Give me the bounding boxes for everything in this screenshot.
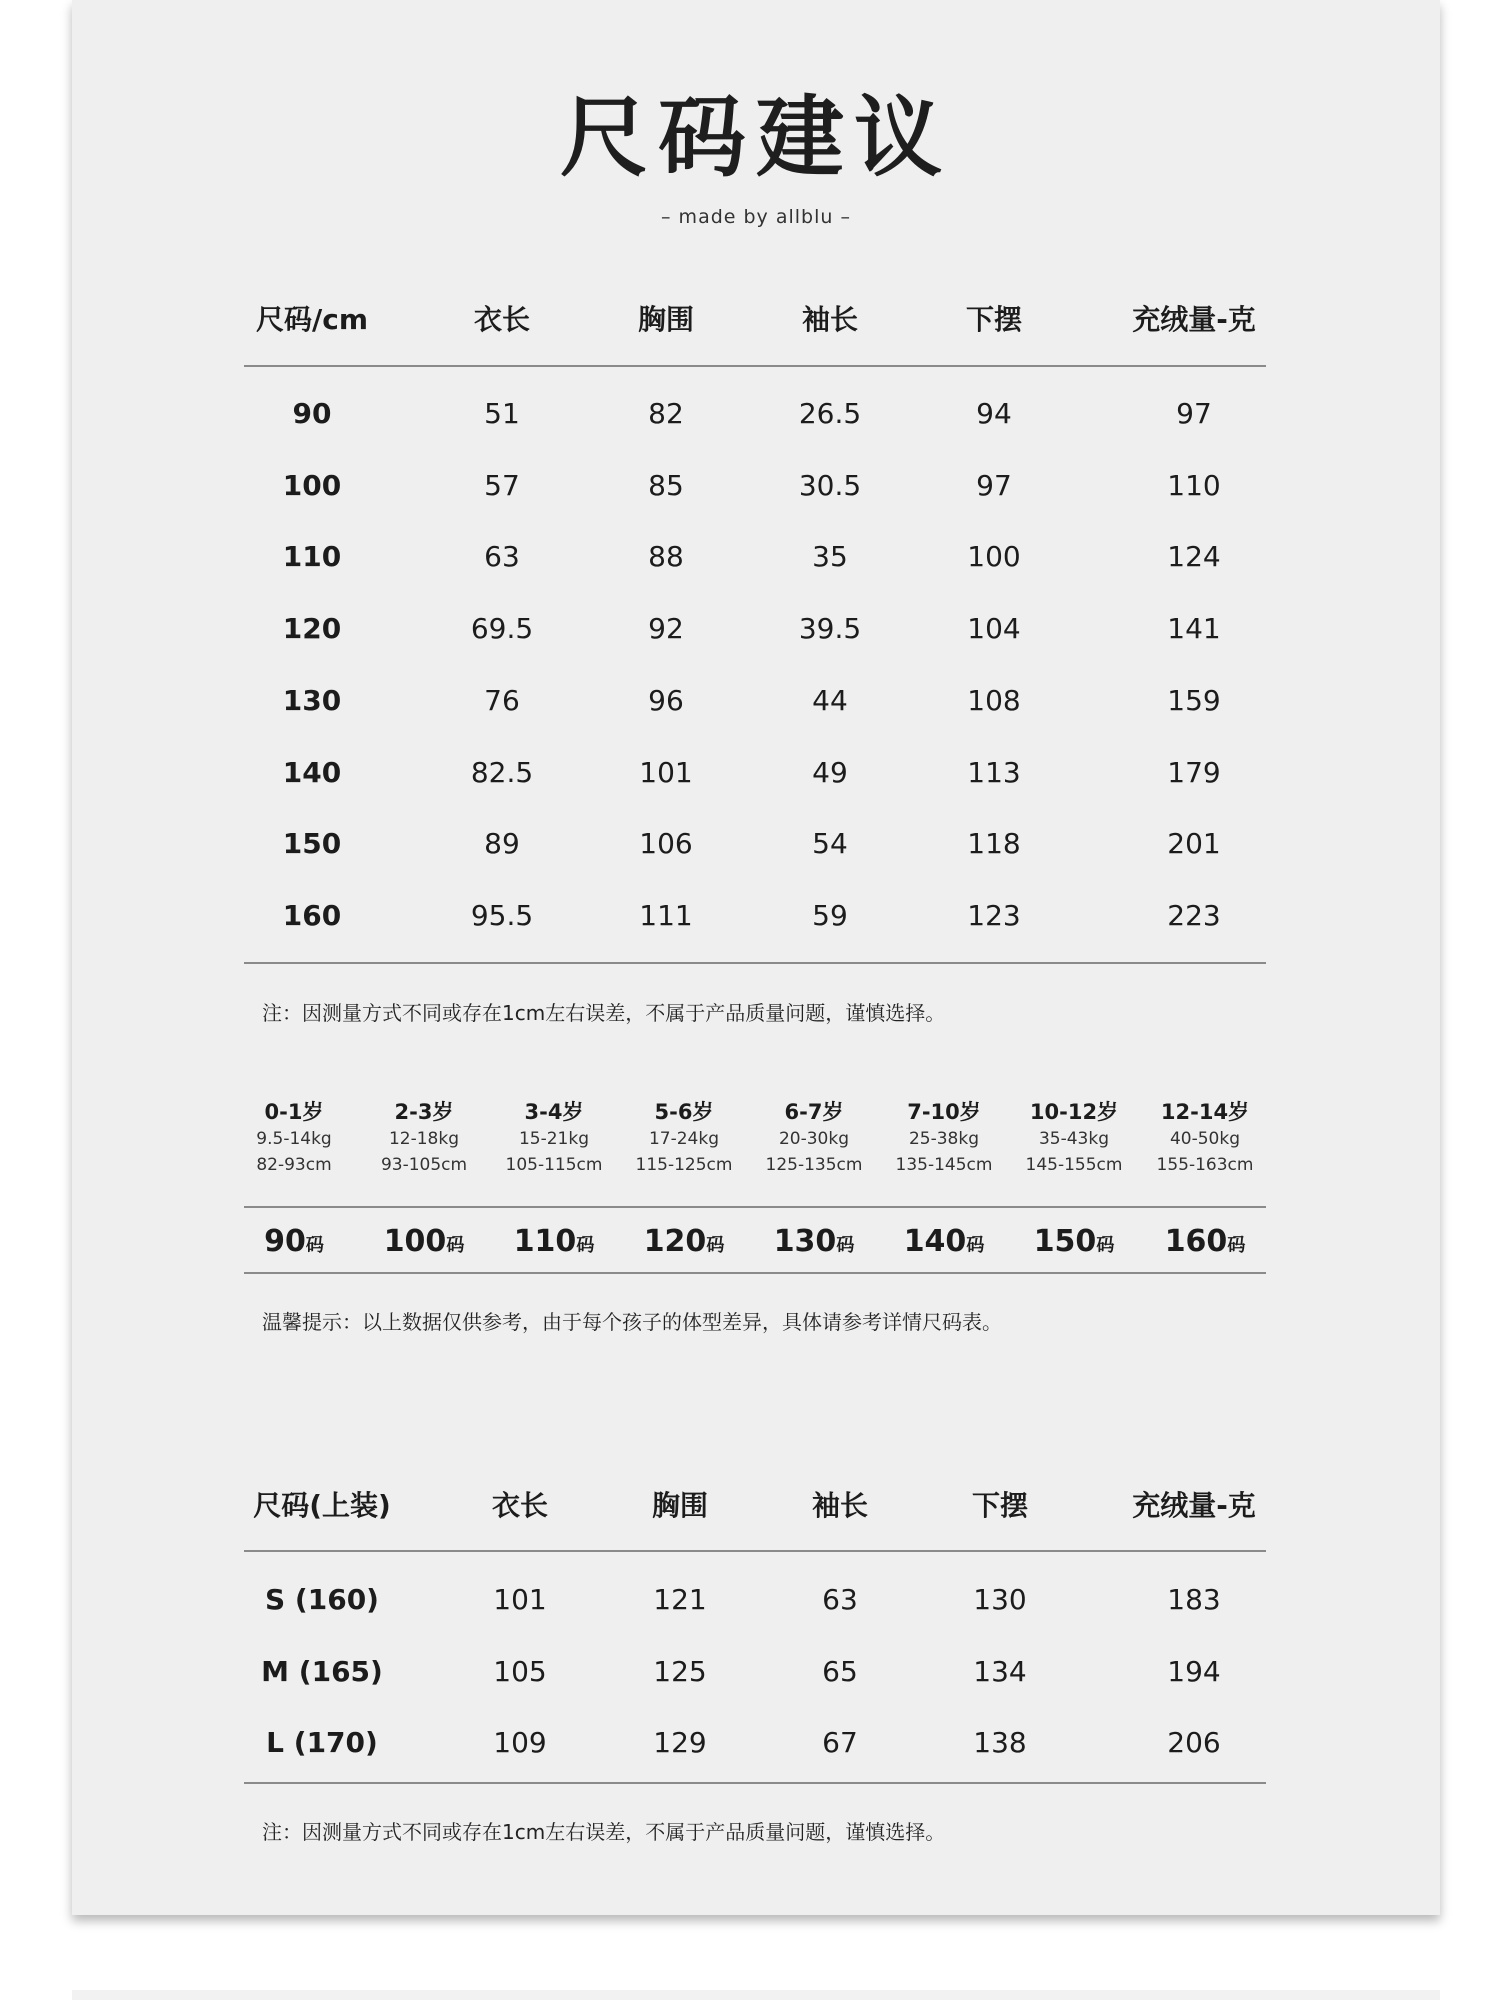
size-unit: 码 — [836, 1235, 855, 1256]
table2-note: 注：因测量方式不同或存在1cm左右误差，不属于产品质量问题，谨慎选择。 — [262, 1820, 946, 1844]
table-cell: 57 — [484, 468, 520, 502]
age-column — [749, 1098, 879, 1178]
size-unit: 码 — [305, 1235, 324, 1256]
table1-bottom-divider — [244, 962, 1266, 964]
table-cell: 120 — [282, 612, 342, 646]
table-cell: 95.5 — [470, 898, 534, 932]
age-column — [229, 1098, 359, 1178]
table-cell: 97 — [1176, 397, 1212, 430]
table-cell: 100 — [967, 540, 1021, 574]
size-unit: 码 — [1096, 1235, 1115, 1256]
size-number: 100 — [383, 1224, 447, 1259]
size-chart-card — [72, 0, 1440, 1915]
table-row — [72, 824, 1440, 864]
weight-range: 17-24kg — [648, 1129, 720, 1149]
table-cell: 194 — [1167, 1654, 1221, 1688]
age-label: 7-10岁 — [907, 1100, 981, 1124]
table1-header-sleeve: 袖长 — [801, 303, 859, 336]
age-guide-divider — [244, 1206, 1266, 1208]
size-unit: 码 — [446, 1235, 465, 1256]
height-range: 93-105cm — [380, 1155, 468, 1175]
age-column — [879, 1098, 1009, 1178]
size-number: 120 — [643, 1224, 707, 1259]
table-cell: 130 — [973, 1583, 1027, 1616]
table-cell: 101 — [639, 755, 693, 789]
table-cell: 160 — [282, 898, 342, 932]
table-cell: 101 — [493, 1583, 547, 1616]
table-cell: 130 — [282, 683, 342, 717]
table-cell: 118 — [967, 827, 1021, 861]
table-cell: 134 — [973, 1654, 1027, 1688]
table-cell: 54 — [812, 827, 848, 861]
age-label: 3-4岁 — [524, 1100, 584, 1124]
table1-header-fill: 充绒量-克 — [1132, 303, 1256, 336]
table-cell: 129 — [653, 1726, 707, 1760]
size-unit: 码 — [966, 1235, 985, 1256]
recommended-size — [264, 1222, 324, 1262]
table-cell: 124 — [1167, 540, 1221, 574]
size-number: 150 — [1033, 1224, 1097, 1259]
table-cell: 97 — [976, 468, 1012, 502]
table-row — [72, 1723, 1440, 1763]
table-cell: 140 — [282, 755, 342, 789]
table1-header-row — [72, 300, 1440, 340]
age-label: 2-3岁 — [394, 1100, 454, 1124]
page-title: 尺码建议 — [559, 86, 952, 189]
table-cell: 39.5 — [798, 612, 862, 646]
weight-range: 15-21kg — [518, 1129, 590, 1149]
table-cell: 159 — [1167, 683, 1221, 717]
table-cell: 111 — [639, 898, 693, 932]
weight-range: 9.5-14kg — [256, 1129, 332, 1149]
table-row — [72, 681, 1440, 721]
age-column — [359, 1098, 489, 1178]
table1-header-size: 尺码/cm — [255, 303, 369, 336]
size-unit: 码 — [576, 1235, 595, 1256]
table-cell: 110 — [282, 540, 342, 574]
table-cell: 109 — [493, 1726, 547, 1760]
table-row — [72, 1652, 1440, 1692]
table-cell: 121 — [653, 1583, 707, 1616]
page-subtitle: – made by allblu – — [661, 206, 851, 228]
table-cell: 44 — [812, 683, 848, 717]
size-number: 110 — [513, 1224, 577, 1259]
table-cell: 89 — [484, 827, 520, 861]
table-cell: 85 — [648, 468, 684, 502]
age-label: 10-12岁 — [1029, 1100, 1119, 1124]
table-cell: 59 — [812, 898, 848, 932]
height-range: 125-135cm — [765, 1155, 863, 1175]
table-cell: 113 — [967, 755, 1021, 789]
table-cell: 82 — [648, 397, 684, 430]
table-cell: S (160) — [265, 1583, 379, 1616]
table-cell: 51 — [484, 397, 520, 430]
table-cell: 106 — [639, 827, 693, 861]
table-cell: 141 — [1167, 612, 1221, 646]
table-row — [72, 537, 1440, 577]
table-cell: 110 — [1167, 468, 1221, 502]
table1-header-hem: 下摆 — [965, 303, 1023, 336]
table1-header-chest: 胸围 — [637, 303, 695, 336]
recommended-size — [514, 1222, 595, 1262]
table-cell: 49 — [812, 755, 848, 789]
table-row — [72, 609, 1440, 649]
recommended-size — [1034, 1222, 1115, 1262]
age-column — [489, 1098, 619, 1178]
table-row — [72, 753, 1440, 793]
size-number: 140 — [903, 1224, 967, 1259]
recommended-size — [774, 1222, 855, 1262]
height-range: 155-163cm — [1156, 1155, 1254, 1175]
table1-note: 注：因测量方式不同或存在1cm左右误差，不属于产品质量问题，谨慎选择。 — [262, 1001, 946, 1025]
table2-header-sleeve: 袖长 — [811, 1489, 869, 1522]
table2-header-chest: 胸围 — [651, 1489, 709, 1522]
table-cell: 201 — [1167, 827, 1221, 861]
height-range: 135-145cm — [895, 1155, 993, 1175]
table-cell: 65 — [822, 1654, 858, 1688]
table-cell: 138 — [973, 1726, 1027, 1760]
table-cell: 104 — [967, 612, 1021, 646]
table-cell: 63 — [822, 1583, 858, 1616]
table-cell: 125 — [653, 1654, 707, 1688]
table-cell: 92 — [648, 612, 684, 646]
table-cell: 35 — [812, 540, 848, 574]
recommended-size — [384, 1222, 465, 1262]
table-cell: 150 — [282, 827, 342, 861]
table-cell: 67 — [822, 1726, 858, 1760]
weight-range: 40-50kg — [1169, 1129, 1241, 1149]
table2-header-size: 尺码(上装) — [253, 1489, 391, 1522]
table-cell: 30.5 — [798, 468, 862, 502]
table-cell: 223 — [1167, 898, 1221, 932]
age-label: 12-14岁 — [1160, 1100, 1250, 1124]
size-number: 130 — [773, 1224, 837, 1259]
table-cell: 96 — [648, 683, 684, 717]
age-guide-bottom-divider — [244, 1272, 1266, 1274]
table-cell: 108 — [967, 683, 1021, 717]
age-column — [1140, 1098, 1270, 1178]
table2-bottom-divider — [244, 1782, 1266, 1784]
age-column — [619, 1098, 749, 1178]
table-cell: 206 — [1167, 1726, 1221, 1760]
weight-range: 12-18kg — [388, 1129, 460, 1149]
weight-range: 25-38kg — [908, 1129, 980, 1149]
next-page-edge — [72, 1990, 1440, 2000]
height-range: 105-115cm — [505, 1155, 603, 1175]
table1-header-length: 衣长 — [473, 303, 531, 336]
table-row — [72, 1580, 1440, 1620]
table-cell: M (165) — [261, 1654, 383, 1688]
table-cell: 123 — [967, 898, 1021, 932]
weight-range: 35-43kg — [1038, 1129, 1110, 1149]
table-cell: 63 — [484, 540, 520, 574]
table2-header-hem: 下摆 — [971, 1489, 1029, 1522]
size-unit: 码 — [1227, 1235, 1246, 1256]
height-range: 115-125cm — [635, 1155, 733, 1175]
table-row — [72, 466, 1440, 506]
recommended-size — [1165, 1222, 1246, 1262]
age-label: 0-1岁 — [264, 1100, 324, 1124]
weight-range: 20-30kg — [778, 1129, 850, 1149]
table1-header-divider — [244, 365, 1266, 367]
table-cell: 100 — [282, 468, 342, 502]
table-cell: 69.5 — [470, 612, 534, 646]
age-guide-note: 温馨提示：以上数据仅供参考，由于每个孩子的体型差异，具体请参考详情尺码表。 — [262, 1310, 1002, 1334]
table-cell: 76 — [484, 683, 520, 717]
recommended-size — [904, 1222, 985, 1262]
table2-header-row — [72, 1486, 1440, 1526]
age-label: 5-6岁 — [654, 1100, 714, 1124]
table-cell: 88 — [648, 540, 684, 574]
table-cell: L (170) — [266, 1726, 378, 1760]
recommended-size — [644, 1222, 725, 1262]
table-cell: 94 — [976, 397, 1012, 430]
age-column — [1009, 1098, 1139, 1178]
table-cell: 82.5 — [470, 755, 534, 789]
size-number: 90 — [264, 1224, 306, 1259]
table2-header-fill: 充绒量-克 — [1132, 1489, 1256, 1522]
table-cell: 90 — [292, 397, 332, 430]
table-row — [72, 896, 1440, 936]
table2-header-length: 衣长 — [491, 1489, 549, 1522]
height-range: 145-155cm — [1025, 1155, 1123, 1175]
table-cell: 183 — [1167, 1583, 1221, 1616]
size-unit: 码 — [706, 1235, 725, 1256]
height-range: 82-93cm — [256, 1155, 332, 1175]
table-cell: 26.5 — [798, 397, 862, 430]
table-row — [72, 394, 1440, 434]
table-cell: 105 — [493, 1654, 547, 1688]
table2-header-divider — [244, 1550, 1266, 1552]
size-number: 160 — [1164, 1224, 1228, 1259]
table-cell: 179 — [1167, 755, 1221, 789]
age-label: 6-7岁 — [784, 1100, 844, 1124]
